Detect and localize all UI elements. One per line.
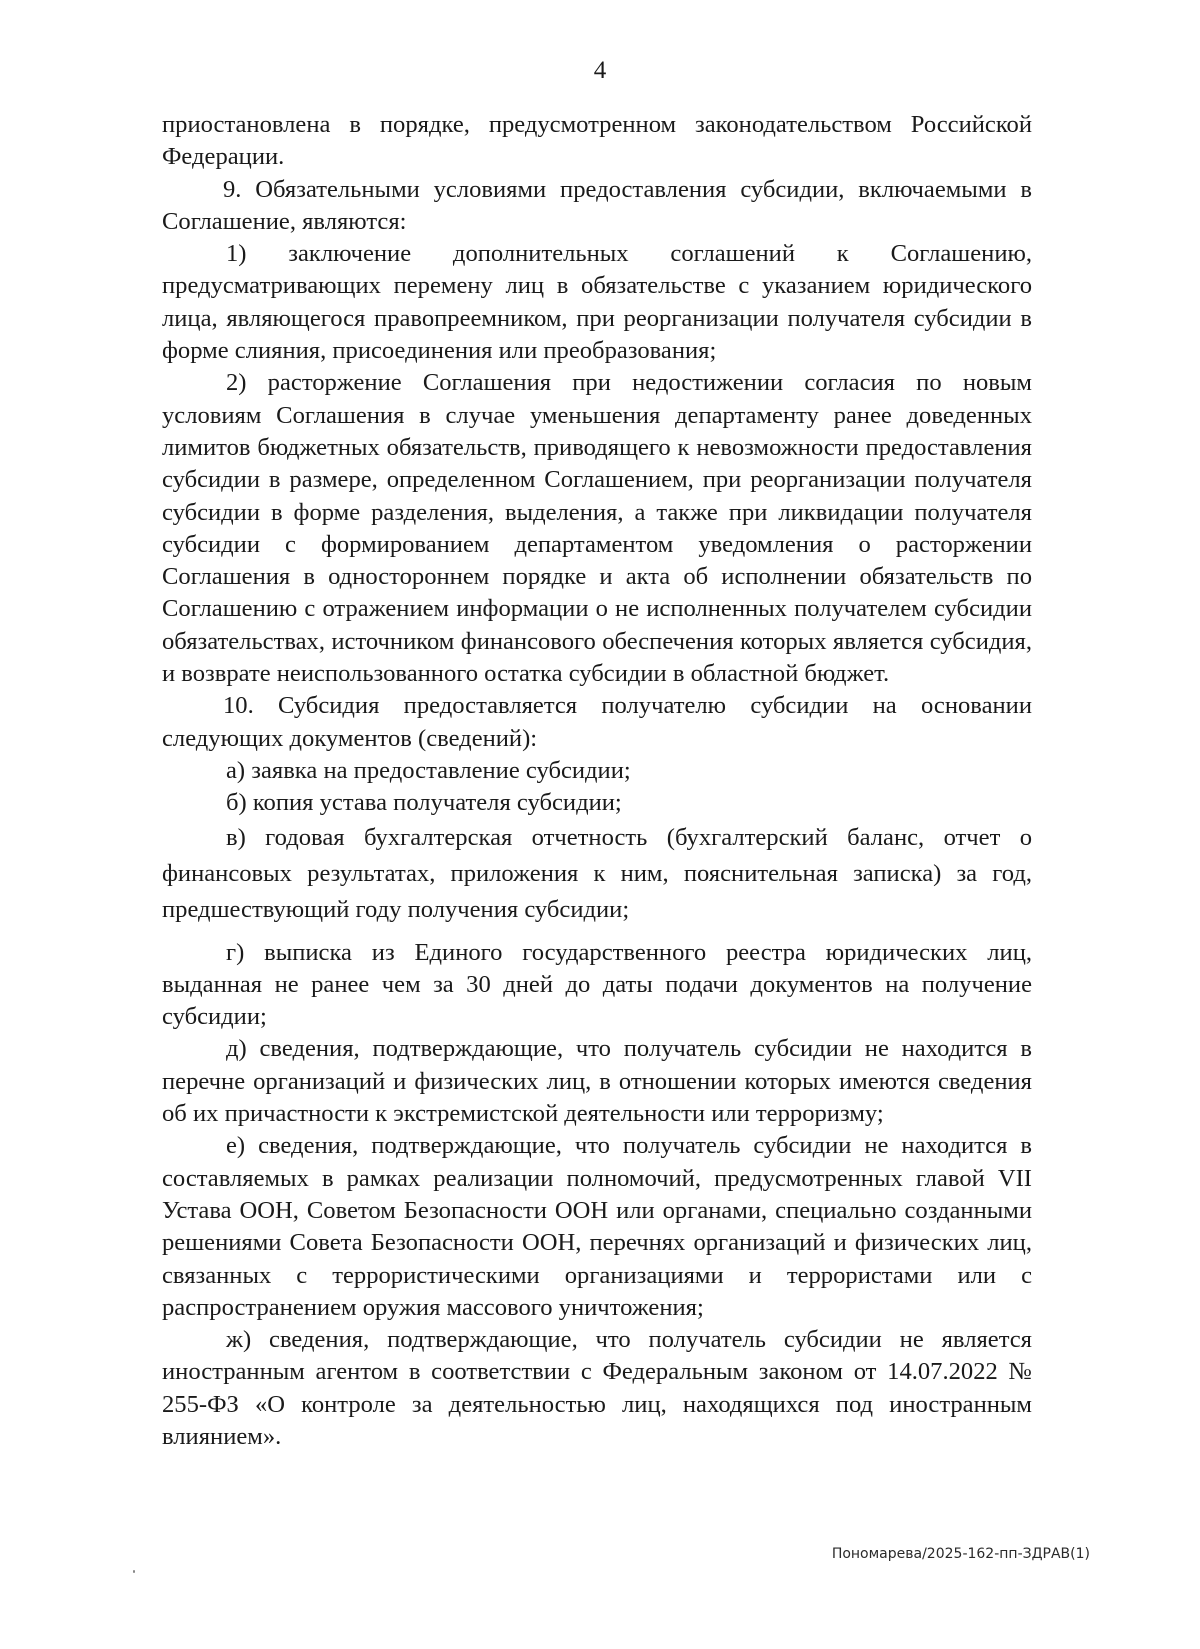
clause-9-item-2: 2) расторжение Соглашения при недостижении согласия по новым условиям Соглашения в случае уменьшения департаменту ранее доведенных лимитов бюджетных обязательств, приводящего к невозможности предоставления субсидии в размере, определенном Соглашением, при реорганизации получателя субсидии в форме разделения, выделения, а также при ликвидации получателя субсидии с формированием департаментом уведомления о расторжении Соглашения в одностороннем порядке и акта об исполнении обязательств по Соглашению с отражением информации о не исполненных получателем субсидии обязательствах, источником финансового обеспечения которых является субсидия, и возврате неиспользованного остатка субсидии в областной бюджет. <box>162 369 1032 688</box>
clause-10: 10. Субсидия предоставляется получателю субсидии на основании следующих документов (сведений): <box>162 692 1032 752</box>
clause-10-item-b: б) копия устава получателя субсидии; <box>226 789 622 817</box>
clause-10-item-v: в) годовая бухгалтерская отчетность (бухгалтерский баланс, отчет о финансовых результатах, приложения к ним, пояснительная записка) за год, предшествующий году получения субсидии; <box>162 823 1032 923</box>
clause-10-item-e: е) сведения, подтверждающие, что получатель субсидии не находится в составляемых в рамках реализации полномочий, предусмотренных главой VII Устава ООН, Советом Безопасности ООН или органами, специально созданными решениями Совета Безопасности ООН, перечнях организаций и физических лиц, связанных с террористическими организациями и террористами или с распространением оружия массового уничтожения; <box>162 1132 1032 1321</box>
page-number: 4 <box>593 57 607 84</box>
clause-10-item-d: д) сведения, подтверждающие, что получатель субсидии не находится в перечне организаций и физических лиц, в отношении которых имеются сведения об их причастности к экстремистской деятельности или терроризму; <box>162 1035 1032 1128</box>
document-body <box>162 109 1032 1453</box>
scan-speck <box>133 1570 135 1573</box>
clause-9-item-1: 1) заключение дополнительных соглашений к Соглашению, предусматривающих перемену лиц в обязательстве с указанием юридического лица, являющегося правопреемником, при реорганизации получателя субсидии в форме слияния, присоединения или преобразования; <box>162 240 1032 365</box>
document-code: Пономарева/2025-162-пп-ЗДРАВ(1) <box>831 1546 1090 1562</box>
paragraph-continuation: приостановлена в порядке, предусмотренном законодательством Российской Федерации. <box>162 111 1032 171</box>
clause-10-item-a: а) заявка на предоставление субсидии; <box>226 756 631 784</box>
clause-10-item-zh: ж) сведения, подтверждающие, что получатель субсидии не является иностранным агентом в соответствии с Федеральным законом от 14.07.2022 № 255-ФЗ «О контроле за деятельностью лиц, находящихся под иностранным влиянием». <box>162 1326 1032 1450</box>
clause-10-item-g: г) выписка из Единого государственного реестра юридических лиц, выданная не ранее чем за 30 дней до даты подачи документов на получение субсидии; <box>162 938 1032 1031</box>
clause-9: 9. Обязательными условиями предоставления субсидии, включаемыми в Соглашение, являются: <box>162 175 1032 235</box>
